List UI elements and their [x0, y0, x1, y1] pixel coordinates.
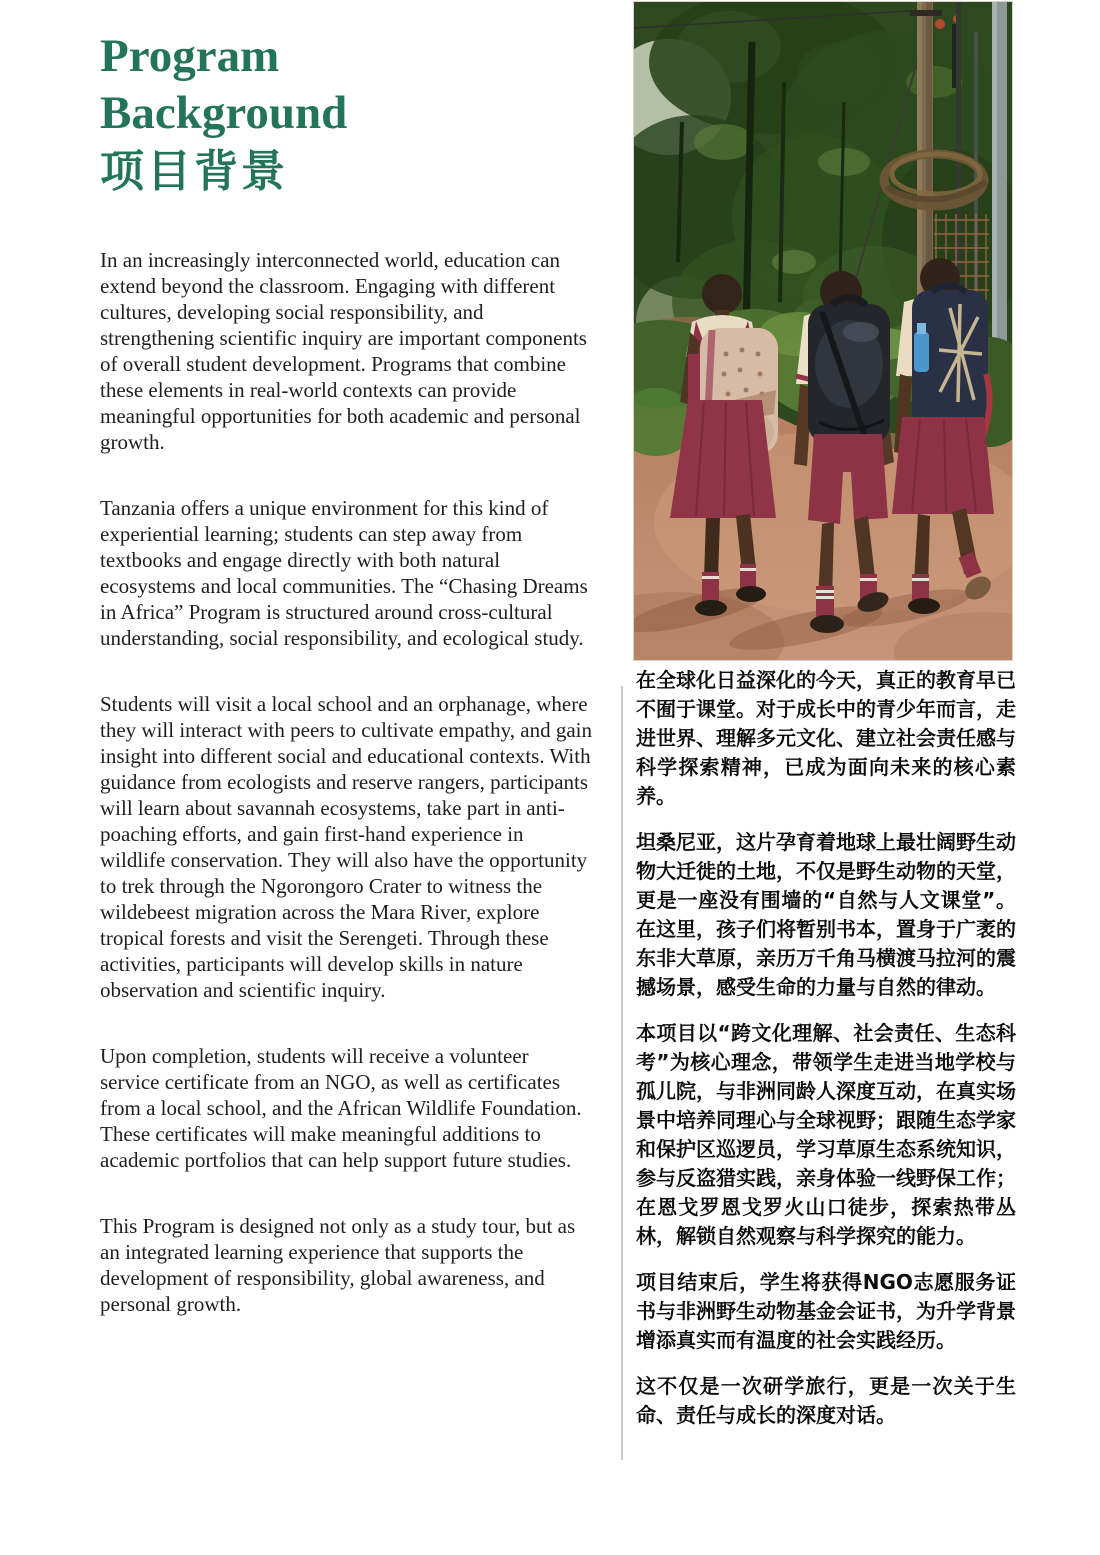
chinese-text-column	[636, 666, 1016, 1447]
chinese-paragraph-2: 坦桑尼亚，这片孕育着地球上最壮阔野生动物大迁徙的土地，不仅是野生动物的天堂，更是一座没有围墙的“自然与人文课堂”。在这里，孩子们将暂别书本，置身于广袤的东非大草原，亲历万千角马横渡马拉河的震撼场景，感受生命的力量与自然的律动。	[636, 830, 1016, 999]
photo-students-walking	[633, 1, 1013, 661]
column-divider	[621, 686, 623, 1460]
students-photo-illustration	[634, 2, 1012, 660]
english-paragraph-5: This Program is designed not only as a study tour, but as an integrated learning experience that supports the development of responsibility, global awareness, and personal growth.	[100, 1214, 576, 1316]
page-title	[100, 28, 347, 202]
chinese-paragraph-4: 项目结束后，学生将获得NGO志愿服务证书与非洲野生动物基金会证书，为升学背景增添真实而有温度的社会实践经历。	[636, 1270, 1016, 1352]
chinese-paragraph-5: 这不仅是一次研学旅行，更是一次关于生命、责任与成长的深度对话。	[636, 1374, 1016, 1427]
english-text-column	[100, 247, 592, 1357]
english-paragraph-3: Students will visit a local school and an orphanage, where they will interact with peers to cultivate empathy, and gain insight into different social and educational contexts. With guidance from ecologists and reserve rangers, participants will learn about savannah ecosystems, take part in anti-poaching efforts, and gain first-hand experience in wildlife conservation. They will also have the opportunity to trek through the Ngorongoro Crater to witness the wildebeest migration across the Mara River, explore tropical forests and visit the Serengeti. Through these activities, participants will develop skills in nature observation and scientific inquiry.	[100, 692, 592, 1002]
english-paragraph-2: Tanzania offers a unique environment for this kind of experiential learning; students can step away from textbooks and engage directly with both natural ecosystems and local communities. The “Chasing Dreams in Africa” Program is structured around cross-cultural understanding, social responsibility, and ecological study.	[100, 496, 588, 650]
english-paragraph-1: In an increasingly interconnected world, education can extend beyond the classroom. Engaging with different cultures, developing social responsibility, and strengthening scientific inquiry are important components of overall student development. Programs that combine these elements in real-world contexts can provide meaningful opportunities for both academic and personal growth.	[100, 248, 587, 454]
chinese-paragraph-1: 在全球化日益深化的今天，真正的教育早已不囿于课堂。对于成长中的青少年而言，走进世界、理解多元文化、建立社会责任感与科学探索精神，已成为面向未来的核心素养。	[636, 668, 1016, 808]
chinese-paragraph-3: 本项目以“跨文化理解、社会责任、生态科考”为核心理念，带领学生走进当地学校与孤儿院，与非洲同龄人深度互动，在真实场景中培养同理心与全球视野；跟随生态学家和保护区巡逻员，学习草原生态系统知识，参与反盗猎实践，亲身体验一线野保工作；在恩戈罗恩戈罗火山口徒步，探索热带丛林，解锁自然观察与科学探究的能力。	[636, 1021, 1016, 1248]
page-title-line3-chinese: 项目背景	[100, 146, 288, 197]
english-paragraph-4: Upon completion, students will receive a volunteer service certificate from an NGO, as well as certificates from a local school, and the African Wildlife Foundation. These certificates will make meaningful additions to academic portfolios that can help support future studies.	[100, 1044, 582, 1172]
page-title-line2: Background	[100, 87, 348, 139]
page-title-line1: Program	[100, 30, 280, 82]
